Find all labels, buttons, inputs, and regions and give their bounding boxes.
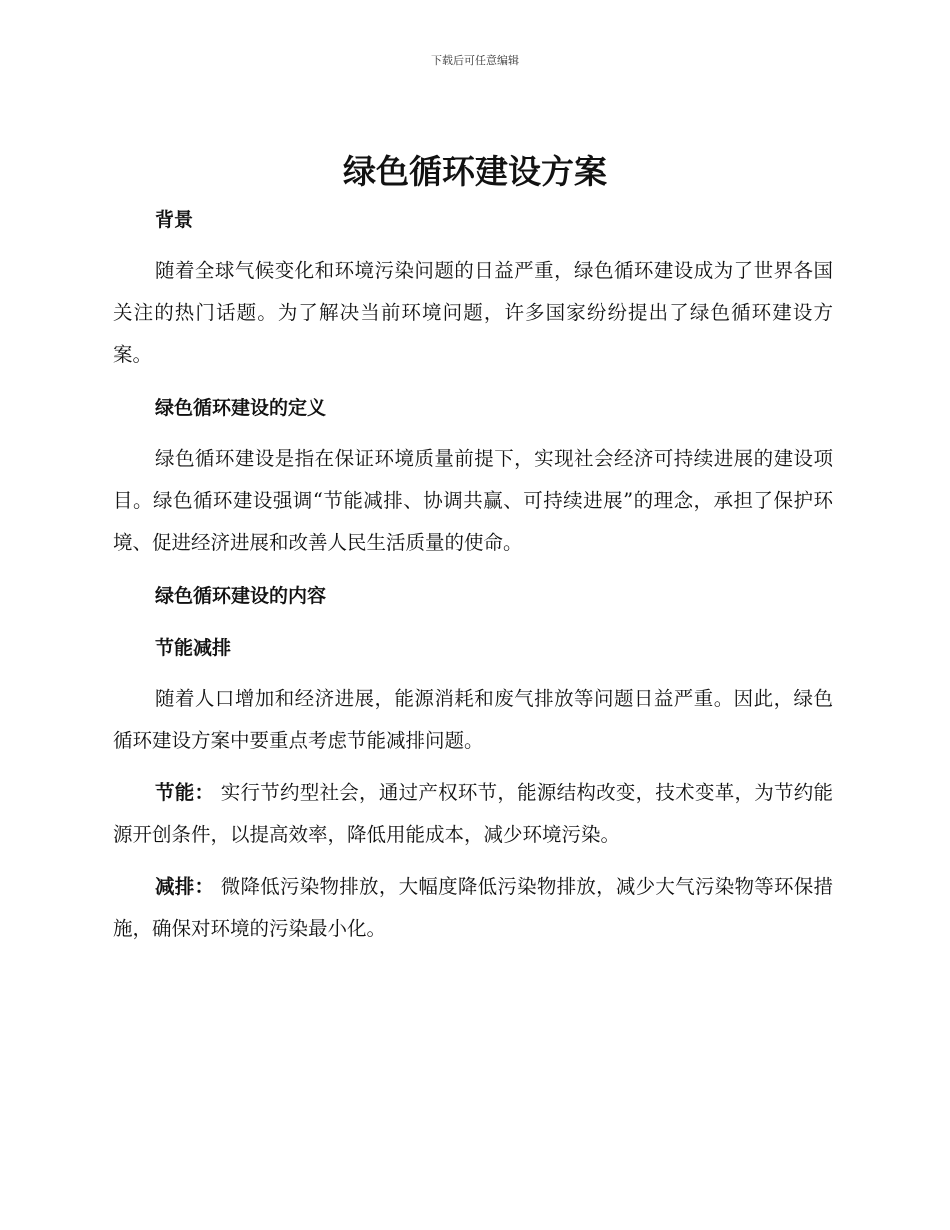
paragraph-definition: 绿色循环建设是指在保证环境质量前提下，实现社会经济可持续进展的建设项目。绿色循环建设强调“节能减排、协调共赢、可持续进展”的理念，承担了保护环境、促进经济进展和改善人民生活质量的使命。: [113, 447, 833, 554]
saving-label: 节能：: [155, 781, 215, 804]
reduction-label: 减排：: [155, 875, 215, 898]
paragraph-energy-saving-intro: 随着人口增加和经济进展，能源消耗和废气排放等问题日益严重。因此，绿色循环建设方案中要重点考虑节能减排问题。: [113, 687, 833, 752]
paragraph-saving: [113, 772, 833, 856]
document-title: 绿色循环建设方案: [343, 152, 607, 191]
section-heading-content: 绿色循环建设的内容: [155, 585, 327, 607]
page-header-note: 下载后可任意编辑: [431, 54, 519, 67]
section-heading-background: 背景: [155, 209, 194, 231]
paragraph-reduction: [113, 866, 833, 950]
saving-text: 实行节约型社会，通过产权环节，能源结构改变，技术变革，为节约能源开创条件，以提高效率，降低用能成本，减少环境污染。: [113, 781, 833, 846]
section-heading-energy-saving: 节能减排: [155, 637, 232, 659]
section-heading-definition: 绿色循环建设的定义: [155, 397, 327, 419]
reduction-text: 微降低污染物排放，大幅度降低污染物排放，减少大气污染物等环保措施，确保对环境的污染最小化。: [113, 875, 833, 940]
paragraph-background: 随着全球气候变化和环境污染问题的日益严重，绿色循环建设成为了世界各国关注的热门话题。为了解决当前环境问题，许多国家纷纷提出了绿色循环建设方案。: [113, 259, 833, 366]
document-body: [113, 198, 833, 950]
